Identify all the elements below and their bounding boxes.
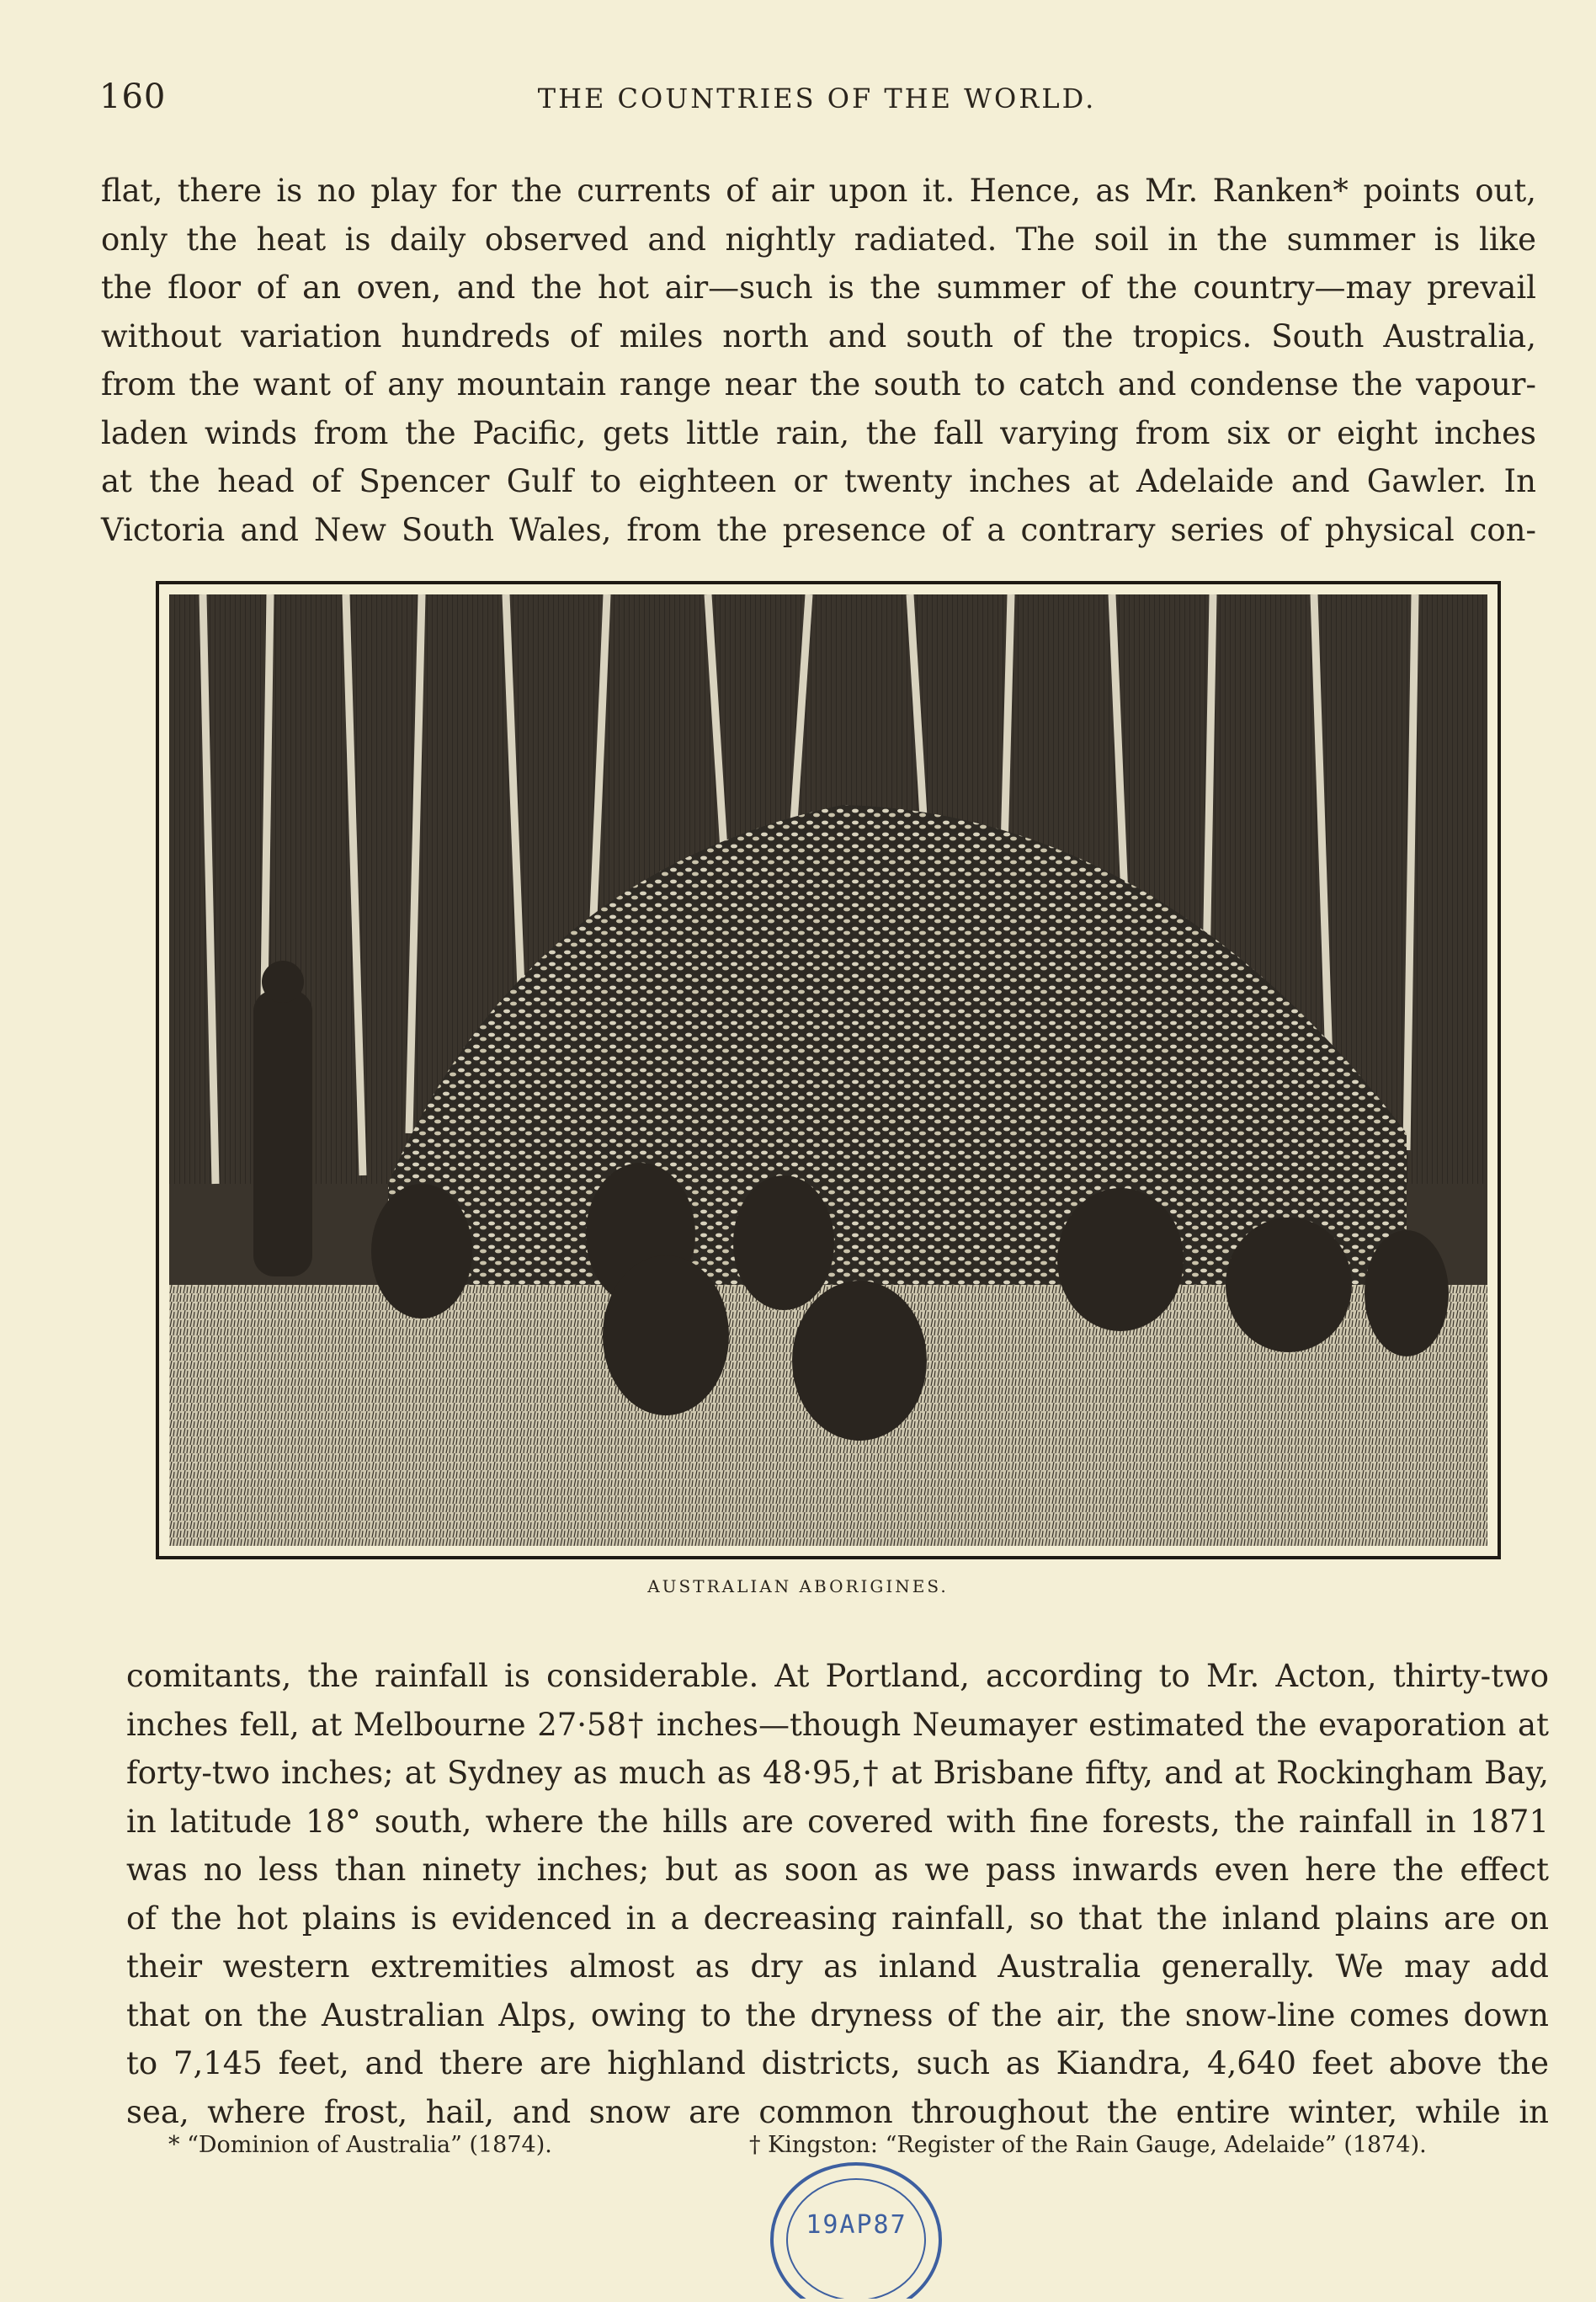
text-line: in latitude 18° south, where the hills are covered with fine forests, the rainfall in 1871: [126, 1803, 1549, 1840]
text-line: comitants, the rainfall is considerable. At Portland, according to Mr. Acton, thirty-two: [126, 1658, 1549, 1694]
text-line: without variation hundreds of miles north and south of the tropics. South Australia,: [101, 317, 1536, 354]
text-line: was no less than ninety inches; but as soon as we pass inwards even here the effect: [126, 1852, 1549, 1888]
paragraph-bottom: [126, 1652, 1549, 2136]
paragraph-top: [101, 167, 1536, 554]
text-line: Victoria and New South Wales, from the presence of a contrary series of physical con-: [101, 511, 1536, 548]
text-line: to 7,145 feet, and there are highland districts, such as Kiandra, 4,640 feet above the: [126, 2045, 1549, 2081]
text-line: laden winds from the Pacific, gets little rain, the fall varying from six or eight inches: [101, 414, 1536, 451]
text-line: of the hot plains is evidenced in a decreasing rainfall, so that the inland plains are on: [126, 1900, 1549, 1937]
text-line: forty-two inches; at Sydney as much as 48·95,† at Brisbane fifty, and at Rockingham Bay,: [126, 1755, 1549, 1791]
text-line: that on the Australian Alps, owing to the dryness of the air, the snow-line comes down: [126, 1996, 1549, 2033]
text-line: only the heat is daily observed and nightly radiated. The soil in the summer is like: [101, 221, 1536, 258]
text-line: from the want of any mountain range near the south to catch and condense the vapour-: [101, 366, 1536, 402]
text-line: at the head of Spencer Gulf to eighteen or twenty inches at Adelaide and Gawler. In: [101, 463, 1536, 499]
text-line: their western extremities almost as dry as inland Australia generally. We may add: [126, 1948, 1549, 1985]
page-number: 160: [99, 77, 167, 116]
footnote-ranken: * “Dominion of Australia” (1874).: [168, 2132, 552, 2158]
engraving-image: [169, 594, 1487, 1546]
running-title: THE COUNTRIES OF THE WORLD.: [537, 83, 1097, 115]
text-line: sea, where frost, hail, and snow are common throughout the entire winter, while in: [126, 2093, 1549, 2130]
text-line: inches fell, at Melbourne 27·58† inches—though Neumayer estimated the evaporation at: [126, 1706, 1549, 1743]
text-line: flat, there is no play for the currents of air upon it. Hence, as Mr. Ranken* points out,: [101, 173, 1536, 209]
library-stamp: [762, 2160, 951, 2299]
engraving-illustration: [156, 581, 1501, 1559]
stamp-date: 19AP87: [806, 2210, 907, 2240]
text-line: the floor of an oven, and the hot air—such is the summer of the country—may prevail: [101, 269, 1536, 306]
footnote-kingston: † Kingston: “Register of the Rain Gauge, Adelaide” (1874).: [749, 2132, 1427, 2158]
running-head: [99, 77, 1535, 128]
figure-caption: AUSTRALIAN ABORIGINES.: [647, 1576, 949, 1596]
